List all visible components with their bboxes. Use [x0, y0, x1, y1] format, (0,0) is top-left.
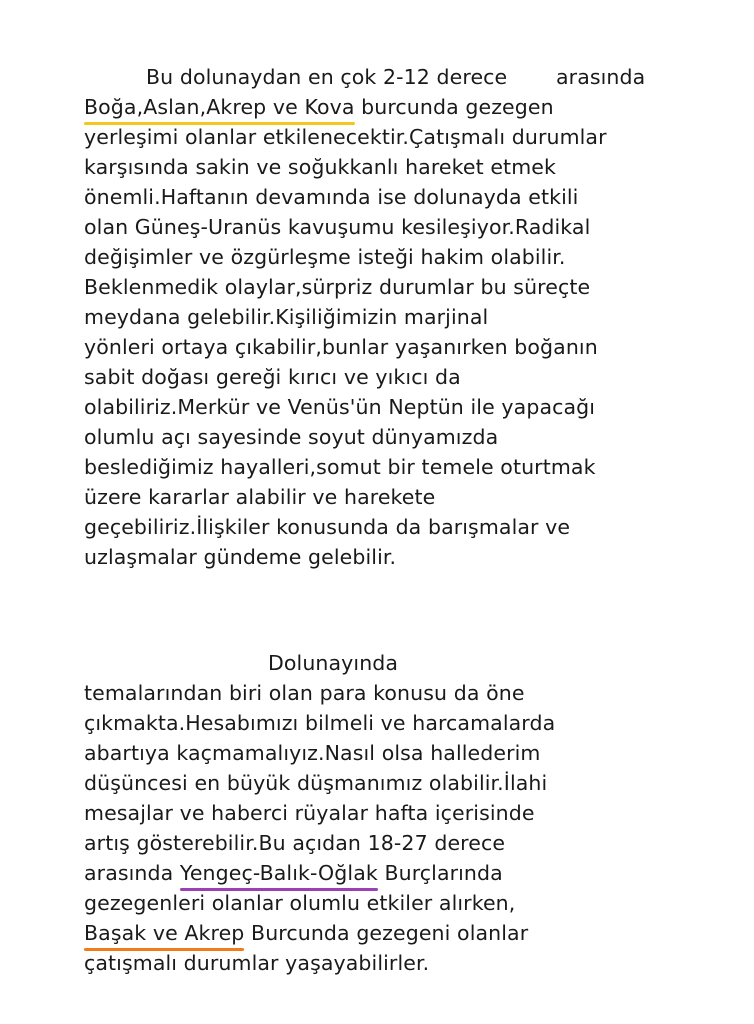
- p2-line-9-rest: Burcunda gezegeni olanlar: [244, 921, 529, 945]
- p2-line-7-prefix: arasında: [84, 861, 180, 885]
- p2-heading: Dolunayında: [268, 651, 399, 675]
- p1-line-17: uzlaşmalar gündeme gelebilir.: [84, 545, 397, 569]
- p1-line-11: sabit doğası gereği kırıcı ve yıkıcı da: [84, 365, 461, 389]
- p1-line-16: geçebiliriz.İlişkiler konusunda da barışmalar ve: [84, 515, 571, 539]
- p1-line-10: yönleri ortaya çıkabilir,bunlar yaşanırken boğanın: [84, 335, 598, 359]
- p2-line-7: [84, 858, 503, 888]
- p1-line-5: önemli.Haftanın devamında ise dolunayda etkili: [84, 185, 579, 209]
- p2-line-5: mesajlar ve haberci rüyalar hafta içerisinde: [84, 801, 535, 825]
- p1-line-7: değişimler ve özgürleşme isteği hakim olabilir.: [84, 245, 566, 269]
- p1-line-14: beslediğimiz hayalleri,somut bir temele oturtmak: [84, 455, 596, 479]
- highlight-signs-orange: Başak ve Akrep: [84, 918, 244, 948]
- p1-line-2-rest: burcunda gezegen: [354, 95, 554, 119]
- p1-line-2: [84, 92, 554, 122]
- p1-line-13: olumlu açı sayesinde soyut dünyamızda: [84, 425, 499, 449]
- p1-line-3: yerleşimi olanlar etkilenecektir.Çatışmalı durumlar: [84, 125, 607, 149]
- p2-line-1: temalarından biri olan para konusu da öne: [84, 681, 525, 705]
- p2-line-2: çıkmakta.Hesabımızı bilmeli ve harcamalarda: [84, 711, 556, 735]
- p2-line-6: artış gösterebilir.Bu açıdan 18-27 derece: [84, 831, 506, 855]
- p1-line-9: meydana gelebilir.Kişiliğimizin marjinal: [84, 305, 489, 329]
- p1-line-12: olabiliriz.Merkür ve Venüs'ün Neptün ile yapacağı: [84, 395, 596, 419]
- p1-line-4: karşısında sakin ve soğukkanlı hareket etmek: [84, 155, 556, 179]
- p2-line-3: abartıya kaçmamalıyız.Nasıl olsa hallederim: [84, 741, 541, 765]
- p2-line-10: çatışmalı durumlar yaşayabilirler.: [84, 951, 430, 975]
- p2-line-4: düşüncesi en büyük düşmanımız olabilir.İlahi: [84, 771, 548, 795]
- p1-line-6: olan Güneş-Uranüs kavuşumu kesileşiyor.Radikal: [84, 215, 591, 239]
- p1-line-1a: Bu dolunaydan en çok 2-12 derece: [146, 65, 508, 89]
- p1-line-8: Beklenmedik olaylar,sürpriz durumlar bu süreçte: [84, 275, 591, 299]
- p2-line-9: [84, 918, 528, 948]
- p1-line-15: üzere kararlar alabilir ve harekete: [84, 485, 436, 509]
- highlight-signs-purple: Yengeç-Balık-Oğlak: [180, 858, 378, 888]
- highlight-signs-yellow: Boğa,Aslan,Akrep ve Kova: [84, 92, 355, 122]
- p2-line-7-rest: Burçlarında: [377, 861, 503, 885]
- p2-line-8: gezegenleri olanlar olumlu etkiler alırken,: [84, 891, 516, 915]
- p1-line-1b: arasında: [556, 65, 646, 89]
